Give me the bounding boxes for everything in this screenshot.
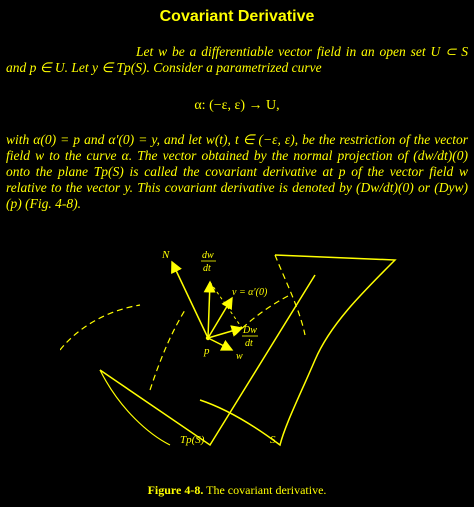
label-dw-num: dw (202, 250, 214, 261)
definition-paragraph: with α(0) = p and α′(0) = y, and let w(t), t ∈ (−ε, ε), be the restriction of the vector field w to the curve α. The vector obtained by the normal projection of (dw/dt)(0) onto the plane Tp(S) is called the covariant derivative at p of the vector field w relative to the vector y. This covariant derivative is denoted by (Dw/dt)(0) or (Dyw)(p) (Fig. 4-8). (6, 132, 468, 211)
caption-label: Figure 4-8. (147, 483, 204, 497)
page-title: Covariant Derivative (159, 8, 315, 25)
figure-caption (0, 483, 474, 498)
point-p (206, 336, 210, 340)
surface-s-outline (200, 255, 395, 445)
label-dw-den: dt (203, 263, 211, 274)
intro-paragraph: Let w be a differentiable vector field in an open set U ⊂ S and p ∈ U. Let y ∈ Tp(S). Consider a parametrized curve (6, 44, 468, 75)
label-tps: Tp(S) (180, 434, 205, 446)
dashed-curve-mid (150, 310, 185, 390)
dw-dt-vector (208, 282, 210, 338)
caption-text: The covariant derivative. (206, 483, 327, 497)
label-p: p (204, 345, 210, 357)
label-dw-cov-num: Dw (243, 325, 257, 336)
tangent-plane-bottom (100, 370, 170, 445)
label-s: S (270, 434, 276, 446)
tangent-plane-edge (100, 275, 315, 445)
surface-s-left-edge (275, 255, 305, 335)
label-w: w (236, 351, 243, 362)
label-v: v = α′(0) (232, 287, 268, 298)
label-n: N (162, 249, 170, 261)
covariant-derivative-figure (60, 240, 420, 480)
w-vector (208, 338, 232, 350)
curve-formula: α: (−ε, ε) → U, (194, 98, 280, 113)
dashed-curve-left (60, 305, 140, 350)
label-dw-cov-den: dt (245, 338, 253, 349)
